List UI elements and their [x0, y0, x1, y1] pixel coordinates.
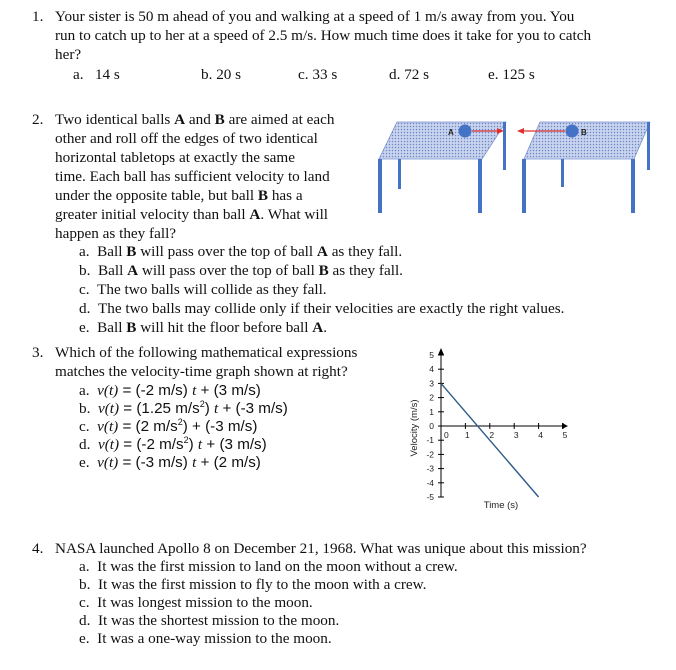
answer-choice-a[interactable]: a. It was the first mission to land on the moon without a crew.	[79, 558, 458, 575]
left-table-leg	[398, 159, 401, 189]
answer-choice-d[interactable]: d. The two balls may collide only if their velocities are exactly the right values.	[79, 300, 565, 317]
y-tick-label: 1	[429, 406, 434, 417]
question-number: 1.	[32, 8, 44, 25]
question-text-line: NASA launched Apollo 8 on December 21, 1968. What was unique about this mission?	[55, 540, 587, 557]
x-tick-label: 1	[465, 430, 470, 440]
answer-choice-b[interactable]: b. 20 s	[201, 66, 242, 83]
left-table	[378, 122, 506, 213]
x-axis-label: Time (s)	[483, 500, 519, 511]
question-text-line: run to catch up to her at a speed of 2.5 m/s. How much time does it take for you to catch	[55, 27, 592, 44]
left-tabletop	[379, 122, 506, 159]
question-number: 4.	[32, 540, 44, 557]
y-tick-label: -3	[426, 463, 434, 474]
right-tabletop	[524, 122, 650, 159]
y-tick-label: 4	[429, 364, 434, 375]
answer-choice-d[interactable]: d. v(t) = (-2 $m/s^2$) t + (3 m/s)	[79, 435, 267, 453]
question-text-line: horizontal tabletops at exactly the same	[55, 149, 295, 166]
left-table-leg	[478, 159, 482, 213]
x-tick-label: 3	[513, 430, 519, 440]
question-text-line: Which of the following mathematical expressions	[55, 344, 358, 361]
answer-choice-c[interactable]: c. It was longest mission to the moon.	[79, 594, 313, 611]
answer-choice-d[interactable]: d. It was the shortest mission to the moon.	[79, 612, 340, 629]
y-tick-label: -4	[426, 477, 434, 488]
answer-choice-a[interactable]: a. v(t) = (-2 m/s) t + (3 m/s)	[79, 382, 261, 399]
question-text-line: under the opposite table, but ball B has a	[55, 187, 303, 204]
answer-choice-e[interactable]: e. Ball B will hit the floor before ball A.	[79, 319, 328, 336]
y-axis-arrow	[438, 348, 444, 355]
x-tick-label: 4	[538, 430, 543, 440]
y-tick-label: 3	[429, 378, 434, 389]
answer-choice-e[interactable]: e. v(t) = (-3 m/s) t + (2 m/s)	[79, 454, 261, 471]
y-axis-label: Velocity (m/s)	[409, 399, 420, 457]
y-tick-label: -5	[426, 492, 434, 502]
answer-choice-a[interactable]: a. Ball B will pass over the top of ball A as they fall.	[79, 243, 403, 260]
x-origin-label: 0	[444, 430, 449, 440]
question-text-line: happen as they fall?	[55, 225, 177, 242]
right-table-leg	[561, 159, 564, 187]
ball-b-label: B	[581, 128, 587, 137]
question-text-line: her?	[55, 46, 82, 63]
answer-choice-e[interactable]: e. 125 s	[488, 66, 535, 83]
ball-a	[459, 125, 472, 138]
arrow-left-head	[517, 128, 524, 134]
ball-b	[566, 125, 579, 138]
answer-choice-c[interactable]: c. v(t) = (2 $m/s^2) + (-3$ m/s)	[79, 417, 258, 435]
x-tick-label: 2	[489, 430, 495, 440]
x-tick-label: 5	[562, 430, 568, 440]
answer-choice-e[interactable]: e. It was a one-way mission to the moon.	[79, 630, 332, 647]
left-table-leg	[378, 159, 382, 213]
answer-choice-c[interactable]: c. 33 s	[298, 66, 338, 83]
question-text-line: Your sister is 50 m ahead of you and walking at a speed of 1 m/s away from you. You	[55, 8, 575, 25]
velocity-line	[441, 383, 539, 497]
right-table-leg	[647, 122, 650, 170]
answer-choice-a[interactable]: a. 14 s	[73, 66, 120, 83]
left-table-leg	[503, 122, 506, 170]
answer-choice-b[interactable]: b. It was the first mission to fly to the moon with a crew.	[79, 576, 427, 593]
right-table-leg	[631, 159, 635, 213]
y-tick-label: 5	[429, 350, 434, 360]
question-text-line: Two identical balls A and B are aimed at each	[55, 111, 335, 128]
y-tick-label: -1	[426, 435, 434, 446]
question-text-line: matches the velocity-time graph shown at right?	[55, 363, 348, 380]
ball-a-label: A	[448, 128, 454, 137]
velocity-time-chart	[404, 340, 594, 516]
question-text-line: greater initial velocity than ball A. What will	[55, 206, 329, 223]
question-text-line: other and roll off the edges of two identical	[55, 130, 318, 147]
question-number: 3.	[32, 344, 44, 361]
answer-choice-d[interactable]: d. 72 s	[389, 66, 430, 83]
answer-choice-b[interactable]: b. Ball A will pass over the top of ball B as they fall.	[79, 262, 403, 279]
right-table-leg	[522, 159, 526, 213]
answer-choice-b[interactable]: b. v(t) = (1.25 $m/s^2$) t + (-3 m/s)	[79, 399, 288, 417]
answer-choice-c[interactable]: c. The two balls will collide as they fall.	[79, 281, 327, 298]
question-text-line: time. Each ball has sufficient velocity to land	[55, 168, 330, 185]
y-tick-label: 2	[429, 392, 434, 403]
question-number: 2.	[32, 111, 44, 128]
y-tick-label: -2	[426, 449, 434, 460]
y-tick-label: 0	[429, 421, 434, 431]
tables-figure	[376, 110, 658, 218]
